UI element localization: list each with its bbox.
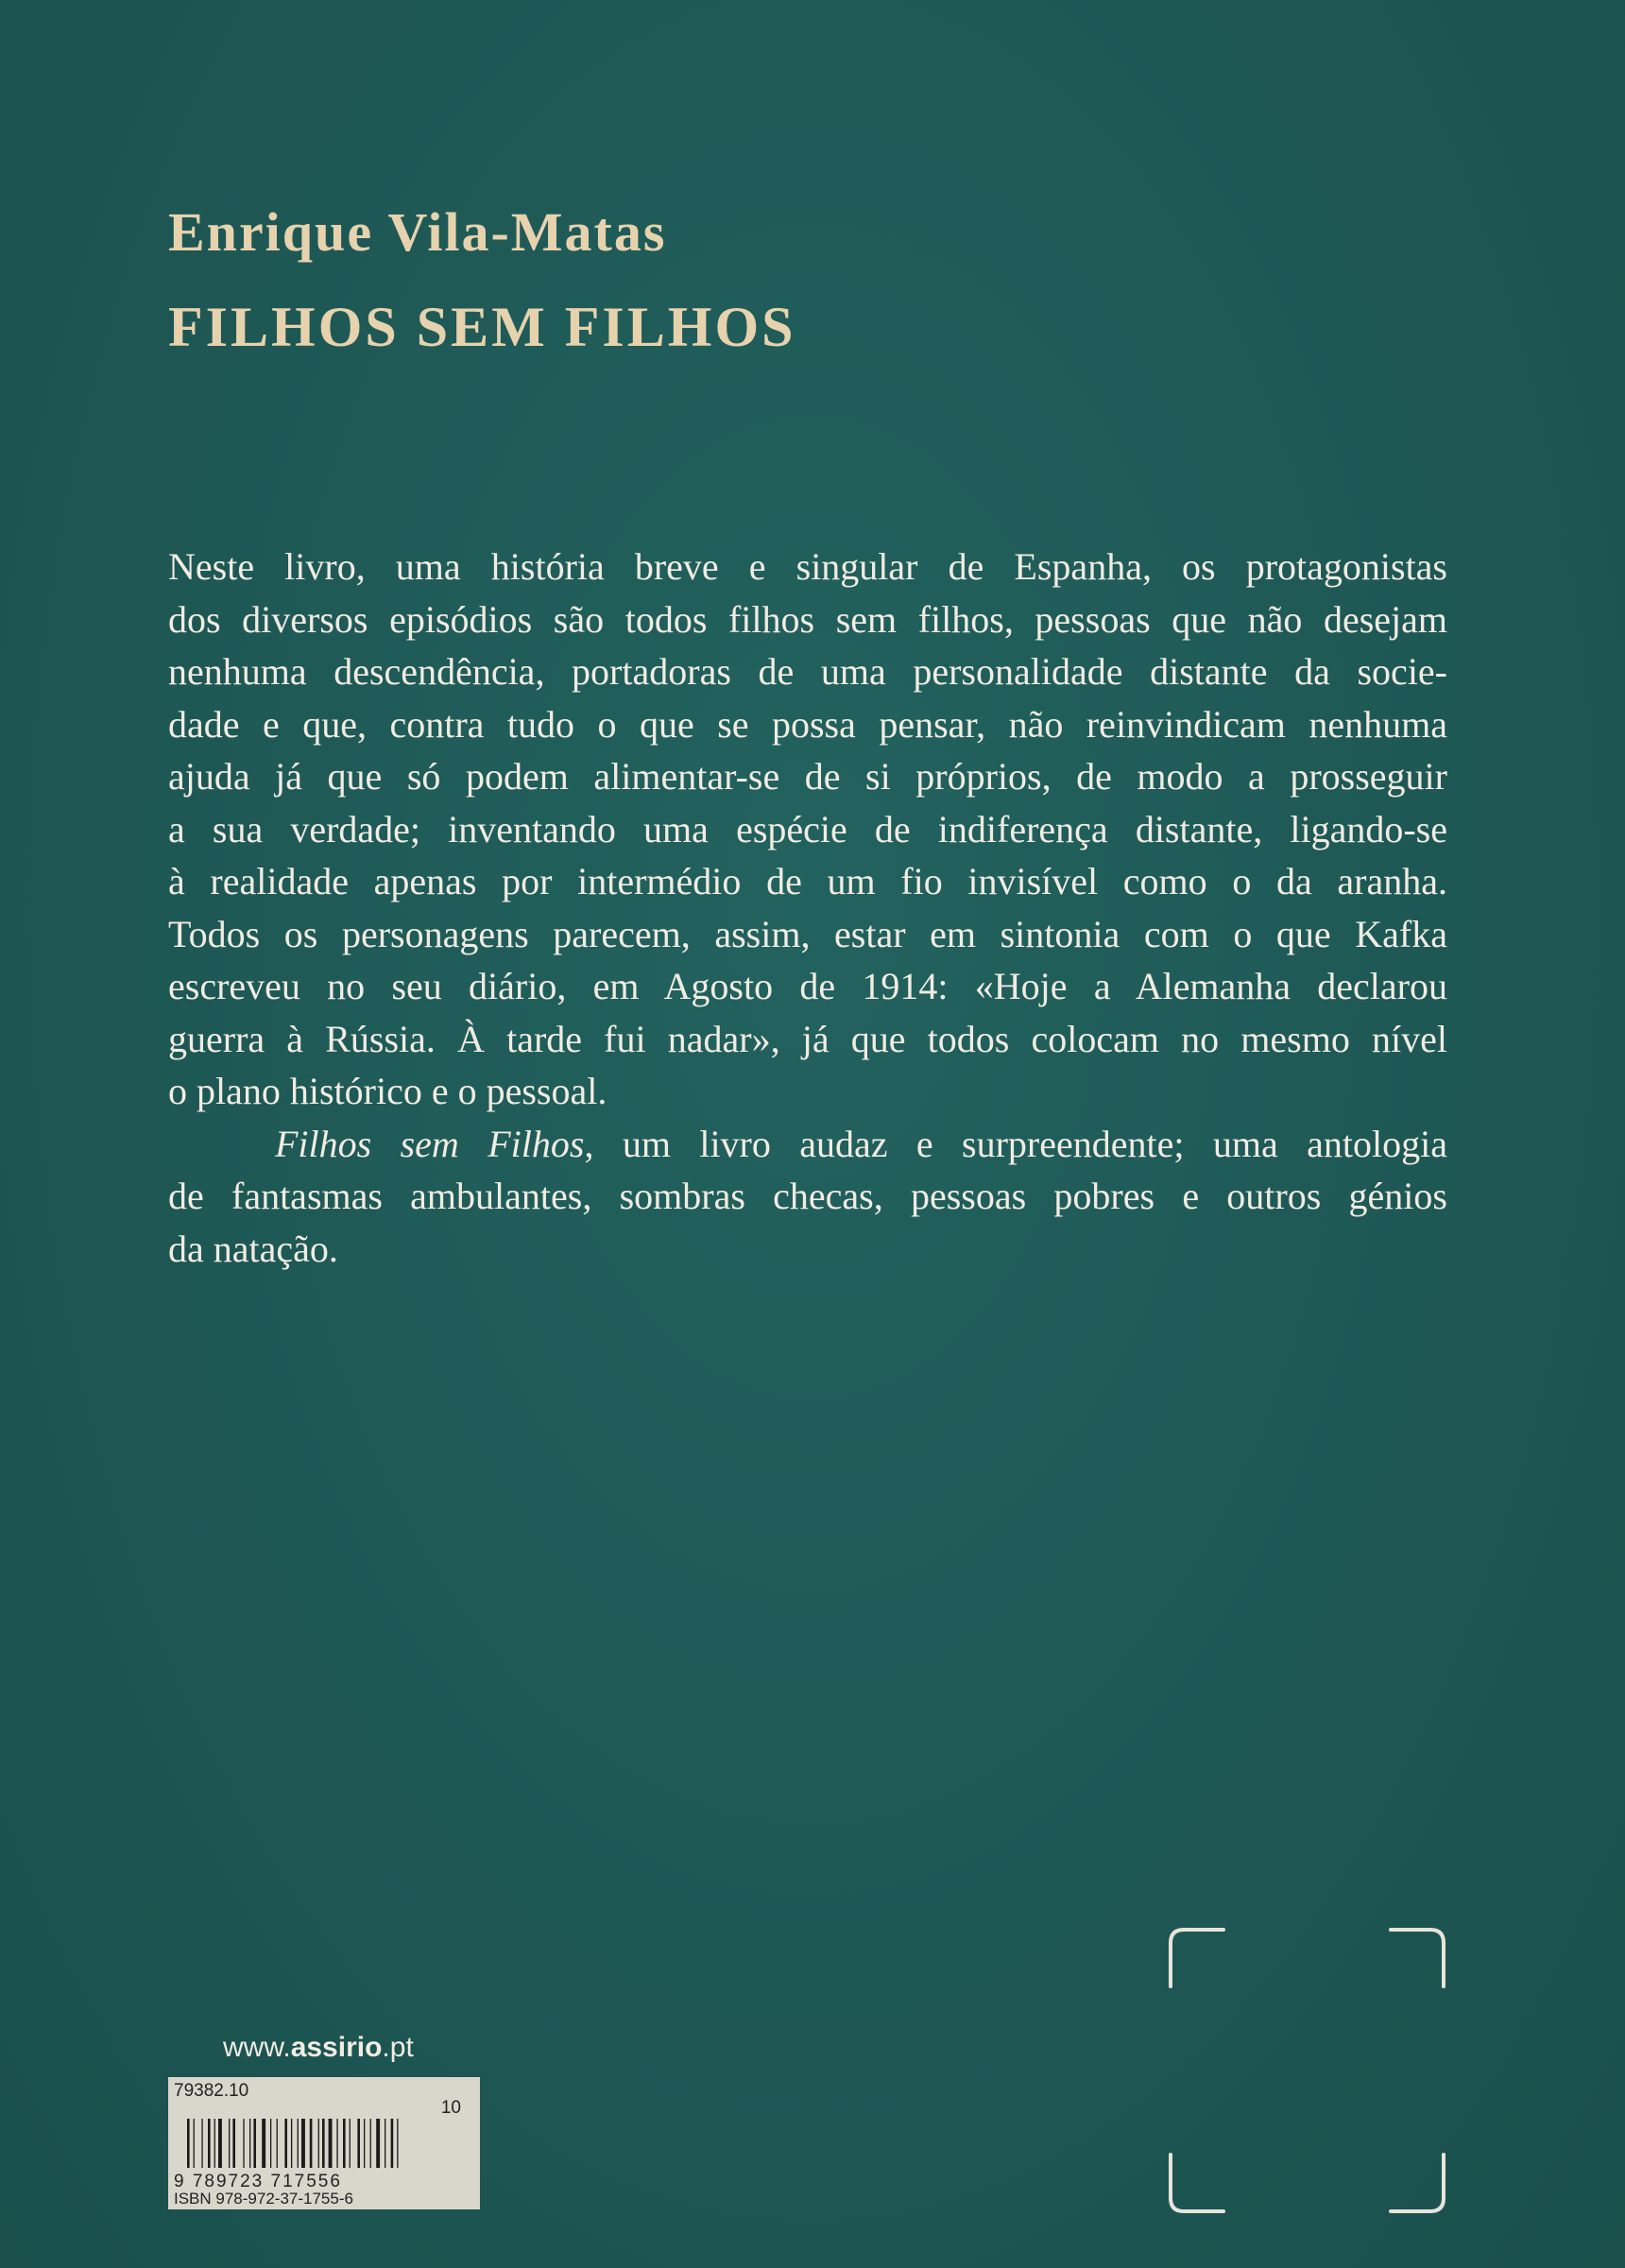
isbn: ISBN 978-972-37-1755-6: [174, 2190, 353, 2208]
blurb-line: dos diversos episódios são todos filhos sem filhos, pessoas que não desejam: [168, 597, 1447, 641]
blurb-line: a sua verdade; inventando uma espécie de indiferença distante, ligando-se: [168, 807, 1447, 850]
blurb-line: [168, 1118, 1447, 1171]
blurb-line: escreveu no seu diário, em Agosto de 1914: «Hoje a Alemanha declarou: [168, 965, 1447, 1007]
book-title-italic: Filhos sem Filhos: [275, 1122, 585, 1165]
blurb-paragraph-1: [168, 541, 1447, 1118]
frame-corner-bottom-right: [1391, 2155, 1444, 2211]
book-title: FILHOS SEM FILHOS: [168, 296, 796, 358]
barcode-label: [168, 2077, 480, 2209]
barcode-number: 9 789723 717556: [174, 2172, 342, 2191]
blurb-line: guerra à Rússia. À tarde fui nadar», já que todos colocam no mesmo nível: [168, 1017, 1447, 1060]
blurb: [168, 541, 1447, 1275]
blurb-text: , um livro audaz e surpreendente; uma antologia: [584, 1122, 1447, 1165]
blurb-paragraph-2: [168, 1118, 1447, 1171]
blurb-line: Todos os personagens parecem, assim, estar em sintonia com o que Kafka: [168, 912, 1447, 955]
blurb-paragraph-2-cont: [168, 1170, 1447, 1275]
url-brand: assirio: [290, 2032, 383, 2063]
blurb-line: nenhuma descendência, portadoras de uma personalidade distante da socie-: [168, 650, 1447, 693]
url-prefix: www.: [223, 2032, 291, 2063]
price-code: 79382.10: [174, 2081, 249, 2101]
publisher-frame-mark: [1169, 1928, 1445, 2213]
publisher-url[interactable]: [223, 2032, 414, 2064]
barcode-suffix: 10: [440, 2098, 461, 2118]
blurb-line: ajuda já que só podem alimentar-se de si próprios, de modo a prosseguir: [168, 755, 1447, 798]
blurb-line: da natação.: [168, 1227, 338, 1270]
frame-corner-bottom-left: [1171, 2155, 1223, 2211]
blurb-line: dade e que, contra tudo o que se possa pensar, não reinvindicam nenhuma: [168, 702, 1447, 746]
blurb-line: à realidade apenas por intermédio de um fio invisível como o da aranha.: [168, 860, 1447, 902]
blurb-line: Neste livro, uma história breve e singular de Espanha, os protagonistas: [168, 545, 1447, 588]
frame-corner-top-right: [1391, 1930, 1444, 1986]
url-suffix: .pt: [382, 2032, 414, 2063]
frame-corner-top-left: [1171, 1930, 1223, 1986]
barcode-bars: [187, 2119, 461, 2168]
author-name: Enrique Vila-Matas: [168, 201, 667, 263]
blurb-line: de fantasmas ambulantes, sombras checas, pessoas pobres e outros génios: [168, 1175, 1447, 1217]
blurb-line: o plano histórico e o pessoal.: [168, 1070, 607, 1112]
